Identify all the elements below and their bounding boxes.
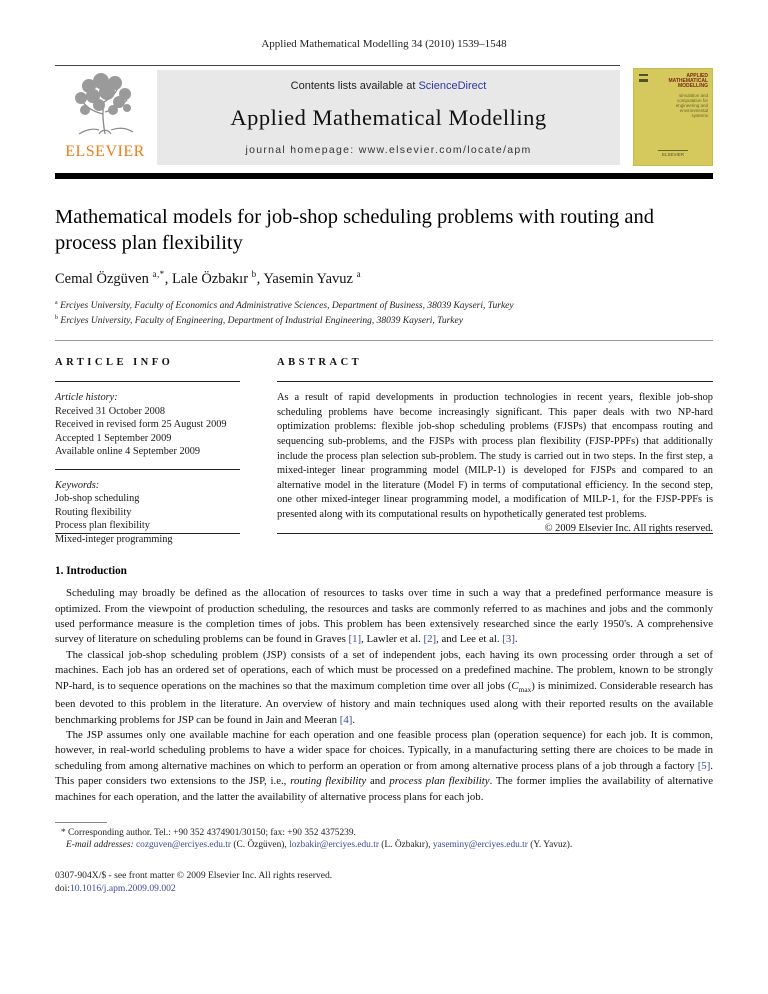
abstract-heading: ABSTRACT	[277, 357, 363, 369]
keyword-item: Mixed-integer programming	[55, 533, 173, 545]
journal-homepage-link[interactable]: journal homepage: www.elsevier.com/locate/apm	[245, 144, 532, 156]
history-item: Received in revised form 25 August 2009	[55, 419, 227, 431]
keywords-label: Keywords:	[55, 479, 100, 491]
keyword-item: Process plan flexibility	[55, 520, 150, 532]
affiliations	[55, 297, 713, 327]
history-item: Received 31 October 2008	[55, 405, 166, 417]
article-info-body	[55, 381, 240, 545]
cover-logo-icon	[639, 74, 648, 82]
contents-availability-line[interactable]: Contents lists available at ScienceDirect	[290, 80, 487, 92]
cover-publisher-mark: ELSEVIER	[634, 150, 712, 157]
abstract-copyright: © 2009 Elsevier Inc. All rights reserved.	[544, 523, 713, 535]
elsevier-logo	[55, 68, 155, 166]
elsevier-tree-icon	[69, 72, 141, 142]
abstract-column	[277, 357, 713, 534]
info-divider-rule	[55, 469, 240, 470]
history-item: Available online 4 September 2009	[55, 446, 201, 458]
introduction-heading: 1. Introduction	[55, 565, 127, 578]
article-info-column	[55, 357, 240, 545]
doi-line: doi:10.1016/j.apm.2009.09.002	[55, 882, 176, 894]
journal-cover-thumbnail[interactable]	[633, 68, 713, 166]
journal-title: Applied Mathematical Modelling	[230, 105, 547, 130]
journal-reference: Applied Mathematical Modelling 34 (2010) 1539–1548	[261, 38, 507, 50]
elsevier-wordmark: ELSEVIER	[65, 143, 145, 160]
affiliation-b: $^b$ Erciyes University, Faculty of Engineering, Department of Industrial Engineering, 38039 Kayseri, Turkey	[55, 314, 463, 327]
author-line: Cemal Özgüven $^{a,*}$, Lale Özbakır $^b$, Yasemin Yavuz $^a$	[55, 269, 362, 287]
section-top-rule	[55, 340, 713, 341]
cover-subtitle: simulation and computation for engineering and environmental systems	[675, 93, 708, 118]
abstract-body	[277, 381, 713, 534]
article-info-heading: ARTICLE INFO	[55, 357, 174, 369]
intro-paragraph-2: The classical job-shop scheduling problem (JSP) consists of a set of independent jobs, each having its own processing order through a set of machines. Each job has an ordered set of operations, each of which must be processed on a predefined machine. The problem, known to be strongly NP-hard, is to sequence operations on the machines so that the maximum completion time over all jobs $(C_{max})$ is minimized. Considerable research has been devoted to this problem in the literature. An overview of history and main techniques used along with their reported results on the available benchmarking problems for JSP can be found in Jain and Meeran [4].	[55, 648, 713, 726]
footnote-rule	[55, 822, 107, 823]
article-title: Mathematical models for job-shop scheduling problems with routing and process plan flexibility	[55, 206, 654, 254]
journal-header-band	[55, 65, 713, 166]
intro-paragraph-1: Scheduling may broadly be defined as the allocation of resources to tasks over time in such a way that a predefined performance measure is optimized. From the viewpoint of production scheduling, the resources and tasks are commonly referred to as machines and jobs and the commonly used performance measure is the completion times of jobs. This problem has been extensively researched since the early 1950's. A comprehensive survey of literature on scheduling problems can be found in Graves [1], Lawler et al. [2], and Lee et al. [3].	[55, 587, 713, 646]
article-history-label: Article history:	[55, 392, 118, 404]
abstract-text: As a result of rapid developments in production technologies in recent years, flexible job-shop scheduling problems have become increasingly significant. This paper deals with two NP-hard optimization problems: flexible job-shop scheduling problems (FJSPs) that encompass routing and sequencing sub-problems, and the FJSPs with process plan flexibility (FJSP-PPFs) that additionally include the process plan selection sub-problem. The study is carried out in two steps. In the first step, a mixed-integer linear programming model (MILP-1) is developed for FJSPs and compared to an alternative model in the literature (Model F) in terms of computational efficiency. In the second step, one other mixed-integer linear programming model, a modification of MILP-1, for the FJSP-PPFs is presented along with its computational results on hypothetically generated test problems.	[277, 392, 713, 520]
imprint-block	[55, 869, 713, 895]
header-top-rule	[55, 65, 620, 66]
header-divider-bar	[55, 173, 713, 179]
corresponding-author-note: * Corresponding author. Tel.: +90 352 4374901/30150; fax: +90 352 4375239.	[61, 827, 356, 838]
cover-title: APPLIED MATHEMATICAL MODELLING	[668, 73, 708, 89]
intro-paragraph-3: The JSP assumes only one available machine for each operation and one feasible process plan (operation sequence) for each job. It is common, however, in real-world scheduling problems to have a wider space for choices. Typically, in a manufacturing setting there are choices to be made in scheduling from among alternative machines on which to perform an operation or from among alternative process plans of a job through a factory [5]. This paper considers two extensions to the JSP, i.e., routing flexibility and process plan flexibility. The former implies the availability of alternative machines for each operation, and the latter the availability of alternative process plans for each job.	[55, 728, 714, 803]
issn-line: 0307-904X/$ - see front matter © 2009 Elsevier Inc. All rights reserved.	[55, 869, 333, 881]
keyword-item: Job-shop scheduling	[55, 493, 140, 505]
keyword-item: Routing flexibility	[55, 506, 132, 518]
history-item: Accepted 1 September 2009	[55, 432, 172, 444]
affiliation-a: $^a$ Erciyes University, Faculty of Economics and Administrative Sciences, Department of Business, 38039 Kayseri, Turkey	[55, 299, 514, 311]
email-addresses-line: E-mail addresses: cozguven@erciyes.edu.tr (C. Özgüven), lozbakir@erciyes.edu.tr (L. Özbakır), yaseminy@erciyes.edu.tr (Y. Yavuz).	[66, 840, 573, 851]
footnote-block	[55, 827, 713, 852]
journal-banner	[157, 70, 620, 165]
